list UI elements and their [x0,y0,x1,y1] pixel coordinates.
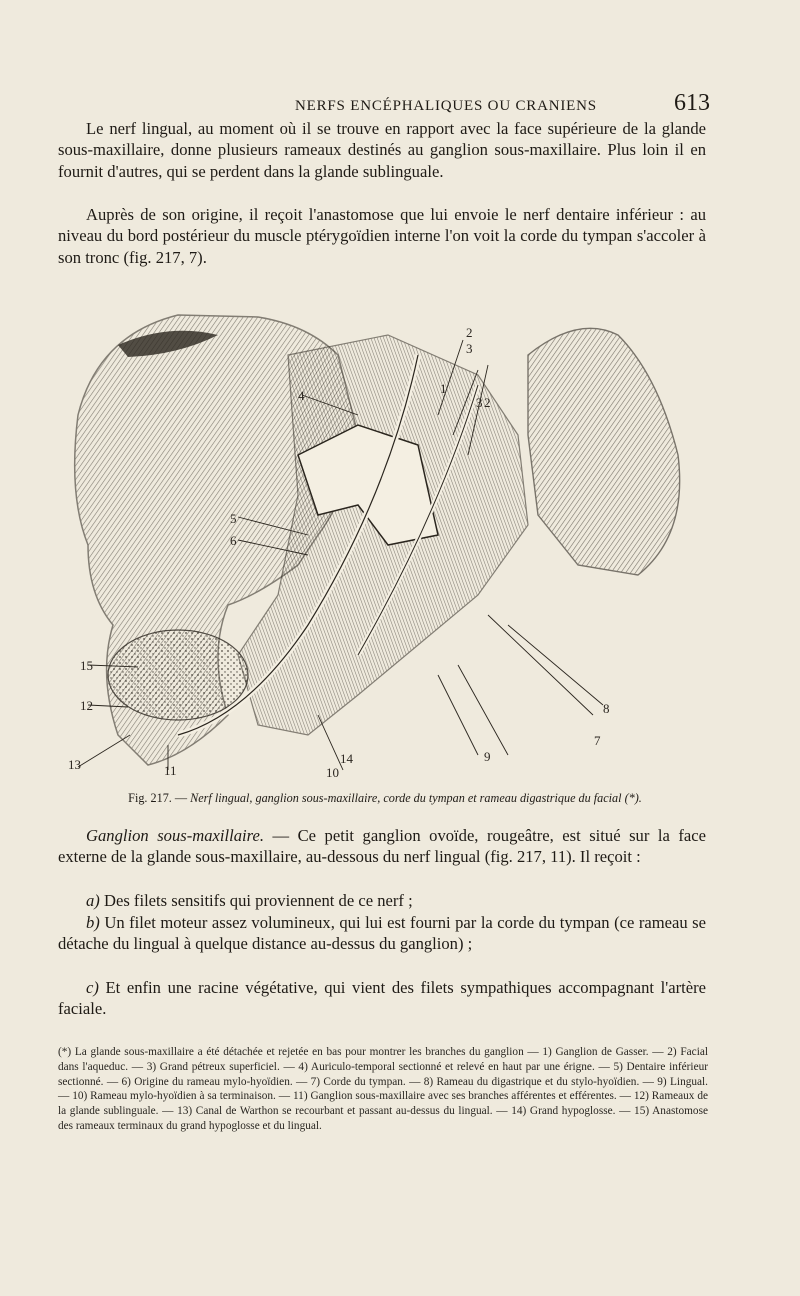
figure-footnote: (*) La glande sous-maxillaire a été détachée et rejetée en bas pour montrer les branches du ganglion — 1) Ganglion de Gasser. — 2) Facial dans l'aqueduc. — 3) Grand pétreux superficiel. — 4) Auriculo-temporal sectionné et relevé en haut par une érigne. — 5) Dentaire inférieur sectionné. — 6) Origine du rameau mylo-hyoïdien. — 7) Corde du tympan. — 8) Rameau du digastrique et du stylo-hyoïdien. — 9) Lingual. — 10) Rameau mylo-hyoïdien à sa terminaison. — 11) Ganglion sous-maxillaire avec ses branches afférentes et efférentes. — 12) Rameaux de la glande sublinguale. — 13) Canal de Warthon se recourbant et passant au-dessus du lingual. — 14) Grand hypoglosse. — 15) Anastomose des rameaux terminaux du grand hypoglosse et du lingual. [58,1046,708,1132]
list-item-text: Des filets sensitifs qui proviennent de ce nerf ; [99,891,413,910]
figure-callout-label: 6 [230,533,237,548]
list-item [58,890,706,911]
section-intro: — Ce petit ganglion ovoïde, rougeâtre, est situé sur la face externe de la glande sous-maxillaire, au-dessous du nerf lingual (fig. 217, 11). Il reçoit : [58,826,706,867]
anatomical-engraving [58,295,708,787]
list-item [58,977,706,1020]
paragraph-lingual-rami: Le nerf lingual, au moment où il se trouve en rapport avec la face supérieure de la glande sous-maxillaire, donne plusieurs rameaux destinés au ganglion sous-maxillaire. Plus loin il en fournit d'autres, qui se perdent dans la glande sublinguale. [58,119,706,181]
figure-callout-label: 8 [603,701,610,716]
figure-callout-label: 4 [298,388,305,403]
figure-callout-label: 12 [80,698,93,713]
figure-callout-label: 10 [326,765,339,780]
engraving-illustration [58,295,708,787]
figure-callout-label: 3 [466,341,473,356]
figure-callout-label: 11 [164,763,177,778]
figure-callout-label: 15 [80,658,93,673]
figure-callout-label: 5 [230,511,237,526]
page-header [40,90,710,120]
paragraph-anastomose: Auprès de son origine, il reçoit l'anastomose que lui envoie le nerf dentaire inférieur : au niveau du bord postérieur du muscle ptérygoïdien interne l'on voit la corde du tympan s'accoler à son tronc (fig. 217, 7). [58,205,706,267]
list-item-marker: b) [86,913,100,932]
list-item-marker: c) [86,978,99,997]
list-item-text: Un filet moteur assez volumineux, qui lui est fourni par la corde du tympan (ce rameau se détache du lingual à quelque distance au-dessus du ganglion) ; [58,913,706,954]
figure-caption [55,790,715,806]
caption-text: Nerf lingual, ganglion sous-maxillaire, corde du tympan et rameau digastrique du facial (*). [190,791,642,805]
list-item-text: Et enfin une racine végétative, qui vient des filets sympathiques accompagnant l'artère faciale. [58,978,706,1019]
section-heading: Ganglion sous-maxillaire. [86,826,264,845]
figure-callout-label: 2 [484,395,491,410]
section-ganglion [58,825,706,868]
figure-callout-label: 13 [68,757,81,772]
figure-callout-label: 7 [594,733,601,748]
list-item-marker: a) [86,891,100,910]
page-number: 613 [674,90,710,116]
caption-figure-number: Fig. 217. — [128,791,188,805]
figure-callout-label: 14 [340,751,353,766]
figure-callout-label: 2 [466,325,473,340]
figure-callout-label: 1 [440,381,447,396]
figure-callout-label: 9 [484,749,491,764]
figure-callout-label: 3 [476,395,483,410]
list-item [58,912,706,955]
running-head: NERFS ENCÉPHALIQUES OU CRANIENS [295,98,597,114]
